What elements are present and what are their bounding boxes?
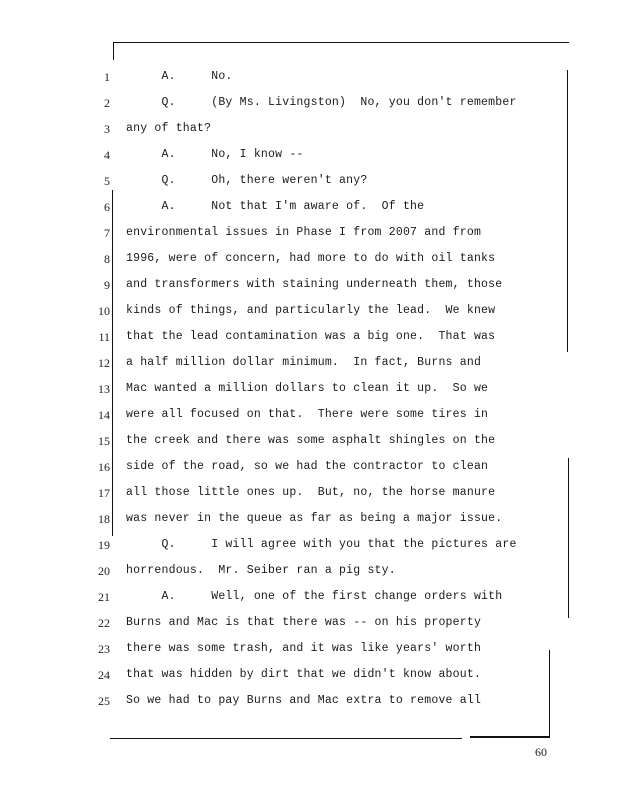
line-text: Q. I will agree with you that the pictures are (126, 538, 517, 551)
line-text: all those little ones up. But, no, the horse manure (126, 486, 496, 499)
line-text: So we had to pay Burns and Mac extra to remove all (126, 694, 482, 707)
line-number: 20 (98, 564, 110, 578)
line-number: 23 (98, 642, 110, 656)
line-number: 15 (98, 434, 110, 448)
line-number: 1 (104, 70, 110, 84)
line-text: were all focused on that. There were some tires in (126, 408, 489, 421)
transcript-lines (0, 64, 618, 714)
line-text: environmental issues in Phase I from 2007 and from (126, 226, 482, 239)
line-text: side of the road, so we had the contractor to clean (126, 460, 489, 473)
transcript-line (0, 636, 618, 662)
transcript-line (0, 610, 618, 636)
line-text: Burns and Mac is that there was -- on his property (126, 616, 482, 629)
line-number: 16 (98, 460, 110, 474)
line-text: kinds of things, and particularly the lead. We knew (126, 304, 496, 317)
page-number: 60 (535, 745, 547, 759)
line-text: horrendous. Mr. Seiber ran a pig sty. (126, 564, 396, 577)
transcript-line (0, 116, 618, 142)
transcript-line (0, 428, 618, 454)
line-number: 11 (98, 330, 110, 344)
transcript-line (0, 558, 618, 584)
top-left-border-tick (113, 42, 114, 60)
line-number: 7 (104, 226, 110, 240)
line-number: 6 (104, 200, 110, 214)
line-number: 9 (104, 278, 110, 292)
bottom-border-line-right (470, 736, 550, 738)
line-text: a half million dollar minimum. In fact, Burns and (126, 356, 482, 369)
line-text: that was hidden by dirt that we didn't know about. (126, 668, 482, 681)
line-text: any of that? (126, 122, 212, 135)
line-text: A. No. (126, 70, 233, 83)
line-number: 3 (104, 122, 110, 136)
transcript-line (0, 298, 618, 324)
line-number: 18 (98, 512, 110, 526)
line-text: Q. (By Ms. Livingston) No, you don't remember (126, 96, 517, 109)
line-number: 19 (98, 538, 110, 552)
transcript-line (0, 246, 618, 272)
transcript-line (0, 662, 618, 688)
transcript-line (0, 324, 618, 350)
line-number: 5 (104, 174, 110, 188)
line-number: 24 (98, 668, 110, 682)
line-text: and transformers with staining underneath them, those (126, 278, 503, 291)
line-number: 17 (98, 486, 110, 500)
line-number: 4 (104, 148, 110, 162)
line-number: 10 (98, 304, 110, 318)
transcript-line (0, 194, 618, 220)
line-number: 13 (98, 382, 110, 396)
line-text: there was some trash, and it was like years' worth (126, 642, 482, 655)
transcript-line (0, 584, 618, 610)
transcript-line (0, 506, 618, 532)
line-number: 22 (98, 616, 110, 630)
line-text: 1996, were of concern, had more to do with oil tanks (126, 252, 496, 265)
line-text: Mac wanted a million dollars to clean it up. So we (126, 382, 489, 395)
line-number: 8 (104, 252, 110, 266)
line-text: Q. Oh, there weren't any? (126, 174, 368, 187)
transcript-line (0, 90, 618, 116)
line-text: was never in the queue as far as being a major issue. (126, 512, 503, 525)
line-number: 12 (98, 356, 110, 370)
line-number: 14 (98, 408, 110, 422)
transcript-line (0, 532, 618, 558)
line-text: A. Well, one of the first change orders with (126, 590, 503, 603)
transcript-line (0, 64, 618, 90)
transcript-line (0, 142, 618, 168)
line-text: the creek and there was some asphalt shingles on the (126, 434, 496, 447)
transcript-line (0, 168, 618, 194)
line-text: A. No, I know -- (126, 148, 304, 161)
transcript-line (0, 220, 618, 246)
transcript-line (0, 376, 618, 402)
bottom-border-line (110, 738, 462, 739)
transcript-line (0, 688, 618, 714)
line-number: 25 (98, 694, 110, 708)
transcript-line (0, 454, 618, 480)
top-border-line (113, 42, 569, 43)
line-text: A. Not that I'm aware of. Of the (126, 200, 425, 213)
transcript-line (0, 480, 618, 506)
transcript-line (0, 402, 618, 428)
transcript-line (0, 350, 618, 376)
transcript-line (0, 272, 618, 298)
line-text: that the lead contamination was a big one. That was (126, 330, 496, 343)
line-number: 21 (98, 590, 110, 604)
line-number: 2 (104, 96, 110, 110)
